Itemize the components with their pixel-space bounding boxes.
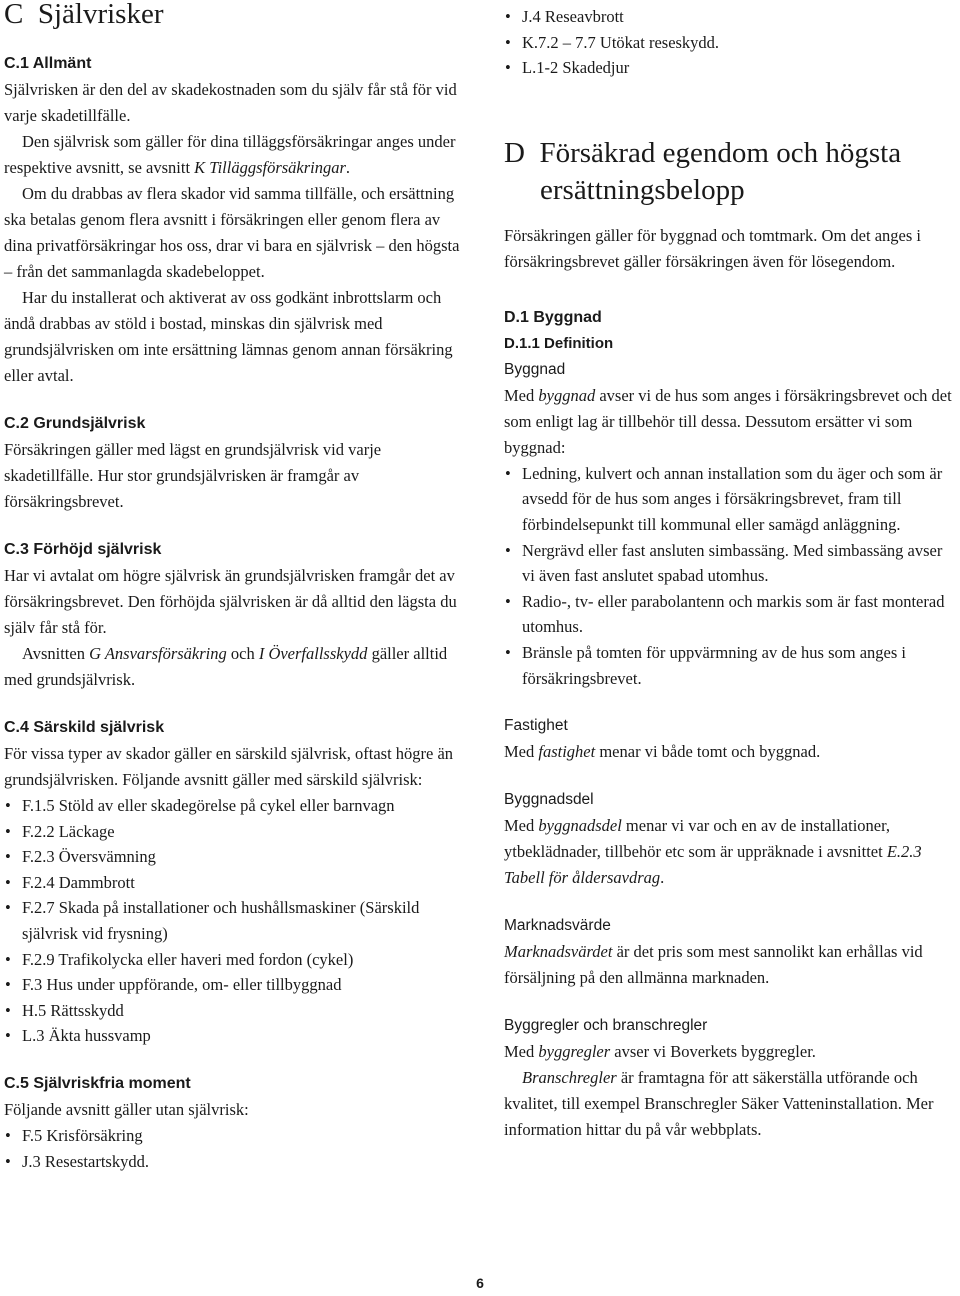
list-item: • K.7.2 – 7.7 Utökat reseskydd. — [504, 30, 956, 56]
c5-list — [4, 1123, 466, 1174]
section-c3-heading: C.3 Förhöjd självrisk — [4, 541, 162, 558]
c3-ref-g: G Ansvarsförsäkring — [89, 644, 227, 663]
c3-ref-i: I Överfallsskydd — [258, 644, 368, 663]
term-byggregler: Byggregler och branschregler — [504, 1017, 708, 1035]
left-column — [4, 0, 466, 1174]
c3-paragraph-1: Har vi avtalat om högre självrisk än grundsjälvrisken framgår det av försäkringsbrevet. Den förhöjda självrisken är då alltid den lägsta du själv får stå för. — [4, 566, 457, 637]
c1-paragraph-4: Har du installerat och aktiverat av oss godkänt inbrottslarm och ändå drabbas av stöld i bostad, minskas din självrisk med grundsjälvrisken om inte ersättning lämnas genom annan försäkring eller avtal. — [4, 288, 453, 385]
chapter-c-title — [4, 0, 466, 33]
list-item: • J.3 Resestartskydd. — [4, 1149, 466, 1175]
section-d11-heading: D.1.1 Definition — [504, 334, 614, 352]
c1-ref-k: K Tilläggsförsäkringar — [194, 158, 346, 177]
term-byggnad: Byggnad — [504, 360, 566, 378]
section-c1-heading: C.1 Allmänt — [4, 55, 92, 72]
term-fastighet: Fastighet — [504, 717, 568, 735]
list-item: • Radio-, tv- eller parabolantenn och markis som är fast monterad utomhus. — [504, 589, 956, 640]
list-item: • J.4 Reseavbrott — [504, 4, 956, 30]
list-item: • F.2.2 Läckage — [4, 819, 466, 845]
list-item: • Bränsle på tomten för uppvärmning av de hus som anges i försäkringsbrevet. — [504, 640, 956, 691]
list-item: • F.2.9 Trafikolycka eller haveri med fordon (cykel) — [4, 947, 466, 973]
list-item: • L.3 Äkta hussvamp — [4, 1023, 466, 1049]
c1-paragraph-2: Den självrisk som gäller för dina tilläggsförsäkringar anges under respektive avsnitt, se avsnitt K Tilläggsförsäkringar. — [4, 132, 456, 177]
c1-paragraph-3: Om du drabbas av flera skador vid samma tillfälle, och ersättning ska betalas genom flera avsnitt i försäkringen eller genom flera av dina privatförsäkringar hos oss, drar vi bara en självrisk – den högsta – från det sammanlagda skadebeloppet. — [4, 184, 460, 281]
term-byggnadsdel: Byggnadsdel — [504, 791, 594, 809]
c4-paragraph-1: För vissa typer av skador gäller en särskild självrisk, oftast högre än grundsjälvrisken. Följande avsnitt gäller med särskild självrisk: — [4, 744, 454, 789]
list-item: • F.3 Hus under uppförande, om- eller tillbyggnad — [4, 972, 466, 998]
chapter-d-intro: Försäkringen gäller för byggnad och tomtmark. Om det anges i försäkringsbrevet gäller försäkringen även för lösegendom. — [504, 225, 921, 271]
c2-paragraph-1: Försäkringen gäller med lägst en grundsjälvrisk vid varje skadetillfälle. Hur stor grundsjälvrisken är framgår av försäkringsbrevet. — [4, 440, 382, 511]
list-item: • H.5 Rättsskydd — [4, 998, 466, 1024]
term-marknadsvarde: Marknadsvärde — [504, 917, 611, 935]
list-item: • F.5 Krisförsäkring — [4, 1123, 466, 1149]
list-item: • Ledning, kulvert och annan installation som du äger och som är avsedd för de hus som anges i försäkringsbrevet, fram till förbindelsepunkt till kommunal eller samägd anläggning. — [504, 461, 956, 538]
list-item: • F.1.5 Stöld av eller skadegörelse på cykel eller barnvagn — [4, 793, 466, 819]
list-item: • F.2.7 Skada på installationer och hushållsmaskiner (Särskild självrisk vid frysning) — [4, 895, 466, 946]
list-item: • F.2.4 Dammbrott — [4, 870, 466, 896]
right-column — [504, 0, 956, 1143]
chapter-d-letter: D — [504, 136, 525, 169]
branschregler-paragraph: Branschregler är framtagna för att säkerställa utförande och kvalitet, till exempel Branschregler Säker Vatteninstallation. Mer information hittar du på vår webbplats. — [504, 1068, 934, 1140]
marknadsvarde-paragraph: Marknadsvärdet är det pris som mest sannolikt kan erhållas vid försäljning på den allmänna marknaden. — [504, 942, 923, 988]
page-number: 6 — [476, 1275, 484, 1291]
byggnad-paragraph: Med byggnad avser vi de hus som anges i försäkringsbrevet och det som enligt lag är tillbehör till dessa. Dessutom ersätter vi som byggnad: — [504, 385, 952, 457]
section-c2-heading: C.2 Grundsjälvrisk — [4, 415, 146, 432]
chapter-c-letter: C — [4, 0, 24, 30]
section-c5-heading: C.5 Självriskfria moment — [4, 1074, 191, 1092]
list-item: • F.2.3 Översvämning — [4, 844, 466, 870]
list-item: • Nergrävd eller fast ansluten simbassäng. Med simbassäng avser vi även fast anslutet spabad utomhus. — [504, 538, 956, 589]
c5-list-continued — [504, 4, 956, 81]
chapter-d-title: D Försäkrad egendom och högsta ersättningsbelopp — [504, 136, 902, 206]
byggnad-list — [504, 461, 956, 691]
chapter-c-text: Självrisker — [37, 0, 164, 30]
c4-list — [4, 793, 466, 1049]
c5-paragraph-1: Följande avsnitt gäller utan självrisk: — [4, 1099, 249, 1119]
list-item: • L.1-2 Skadedjur — [504, 55, 956, 81]
fastighet-paragraph: Med fastighet menar vi både tomt och byggnad. — [504, 742, 821, 762]
section-d1-heading: D.1 Byggnad — [504, 308, 602, 326]
c3-paragraph-2: Avsnitten G Ansvarsförsäkring och I Överfallsskydd gäller alltid med grundsjälvrisk. — [4, 644, 448, 689]
c1-paragraph-1: Självrisken är den del av skadekostnaden som du själv får stå för vid varje skadetillfälle. — [4, 80, 457, 125]
byggregler-paragraph: Med byggregler avser vi Boverkets byggregler. — [504, 1042, 816, 1062]
byggnadsdel-paragraph: Med byggnadsdel menar vi var och en av de installationer, ytbeklädnader, tillbehör etc som är uppräknade i avsnittet E.2.3 Tabell för åldersavdrag. — [504, 816, 922, 888]
section-c4-heading: C.4 Särskild självrisk — [4, 719, 165, 736]
